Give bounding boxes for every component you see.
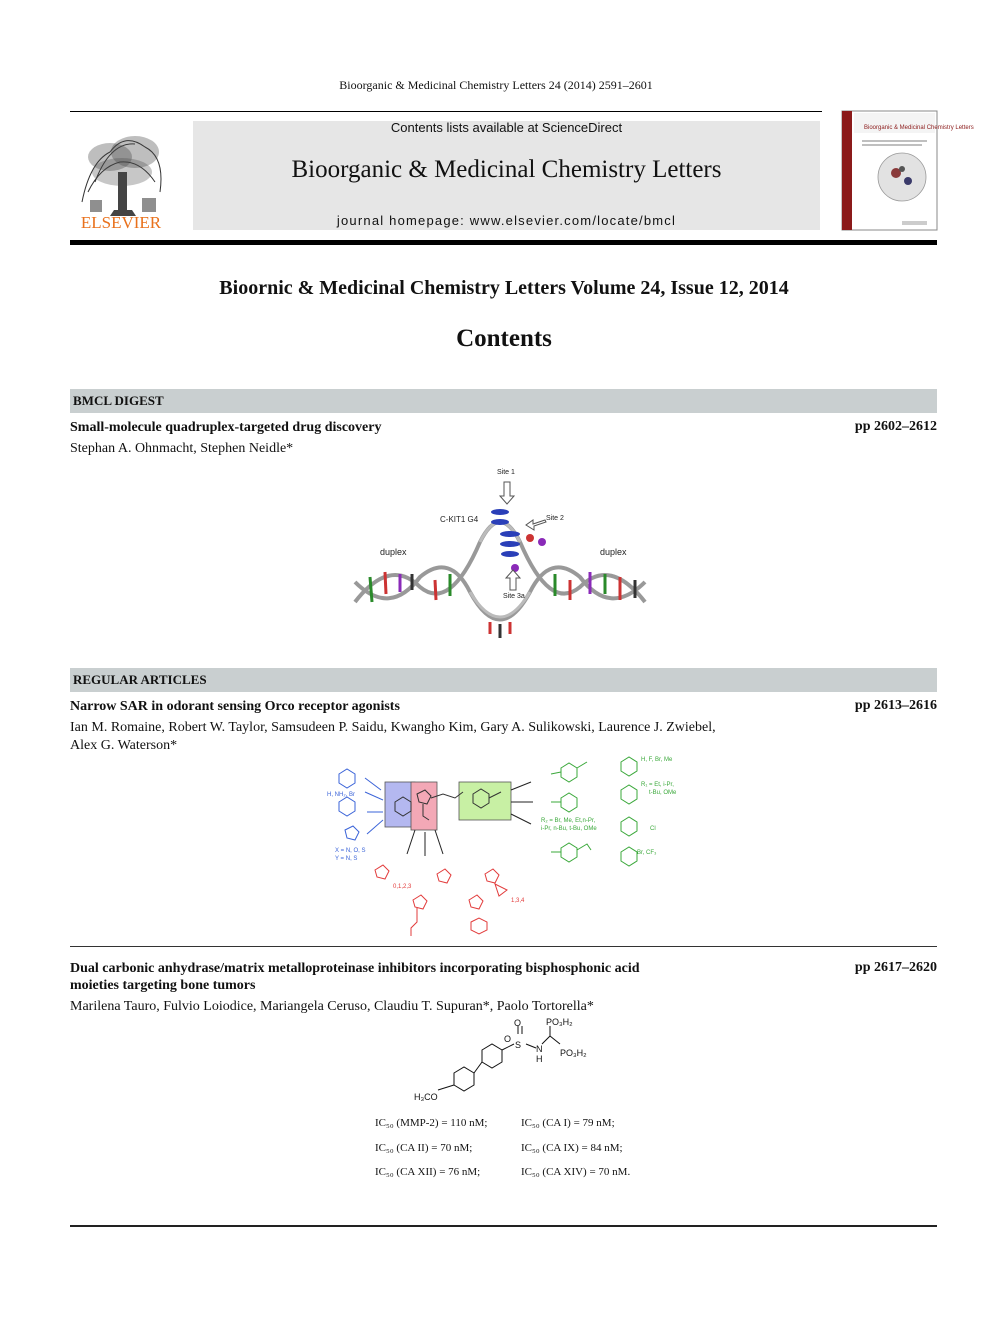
ic50-value: IC₅₀ (CA I) = 79 nM; [521, 1117, 615, 1129]
label-site3a: Site 3a [503, 593, 525, 600]
volume-title: Bioornic & Medicinal Chemistry Letters Volume 24, Issue 12, 2014 [219, 277, 789, 299]
label-h: H [536, 1054, 543, 1064]
section-bmcl-digest [70, 389, 937, 413]
article-authors-line2: Alex G. Waterson* [70, 738, 178, 753]
label-o2: O [504, 1034, 512, 1044]
section-label: BMCL DIGEST [73, 393, 164, 408]
ic50-value: IC₅₀ (CA XII) = 76 nM; [375, 1166, 481, 1178]
label-po3h2-b: PO₃H₂ [560, 1048, 587, 1058]
article-authors-line1: Ian M. Romaine, Robert W. Taylor, Samsudeen P. Saidu, Kwangho Kim, Gary A. Sulikowski, Laurence J. Zwiebel, [70, 720, 716, 735]
contents-available-text: Contents lists available at ScienceDirect [390, 120, 623, 135]
journal-homepage[interactable]: journal homepage: www.elsevier.com/locate/bmcl [336, 213, 677, 228]
orco-sar-scheme [325, 750, 695, 940]
label-duplex-right: duplex [600, 547, 627, 557]
label-po3h2-a: PO₃H₂ [546, 1017, 573, 1027]
ic50-values [375, 1117, 675, 1187]
label-green-r1b: t-Bu, OMe [649, 790, 677, 796]
label-ckit: C-KIT1 G4 [440, 515, 479, 524]
section-label: REGULAR ARTICLES [73, 672, 207, 687]
label-green-cl: Cl [650, 826, 656, 832]
label-duplex-left: duplex [380, 547, 407, 557]
label-site1: Site 1 [497, 469, 515, 476]
label-green-brcf3: Br, CF₃ [637, 850, 657, 856]
label-green-r1a: R₁ = Et, i-Pr, [641, 782, 674, 788]
cover-title: Bioorganic & Medicinal Chemistry Letters [864, 125, 974, 131]
label-s: S [515, 1040, 522, 1050]
header-thick-rule [70, 240, 937, 245]
contents-heading: Contents [456, 325, 552, 352]
quadruplex-graphical-abstract [350, 462, 650, 650]
ic50-row [375, 1117, 675, 1133]
journal-cover-thumbnail [842, 111, 974, 230]
article-title-line1[interactable]: Dual carbonic anhydrase/matrix metalloproteinase inhibitors incorporating bisphosphonic acid [70, 961, 640, 976]
label-o1: O [514, 1018, 522, 1028]
article-title[interactable]: Narrow SAR in odorant sensing Orco receptor agonists [70, 699, 400, 714]
label-blue-y: Y = N, S [335, 856, 358, 862]
journal-title: Bioorganic & Medicinal Chemistry Letters [291, 156, 722, 183]
article-pages[interactable]: pp 2613–2616 [854, 698, 937, 713]
article-title[interactable]: Small-molecule quadruplex-targeted drug discovery [70, 420, 382, 435]
bisphosphonate-structure [410, 1018, 610, 1110]
label-n: N [536, 1044, 543, 1054]
elsevier-wordmark: ELSEVIER [80, 213, 162, 232]
ic50-value: IC₅₀ (CA II) = 70 nM; [375, 1142, 473, 1154]
journal-citation: Bioorganic & Medicinal Chemistry Letters 24 (2014) 2591–2601 [339, 78, 653, 92]
section-regular-articles [70, 668, 937, 692]
label-red-m: 1,3,4 [511, 898, 525, 904]
page-bottom-rule [70, 1225, 937, 1227]
article-pages[interactable]: pp 2602–2612 [854, 419, 937, 434]
article-divider [70, 946, 937, 947]
label-blue-x: X = N, O, S [335, 848, 366, 854]
elsevier-logo [70, 122, 172, 232]
label-blue-subs: H, NH₂, Br [327, 792, 355, 798]
label-green-r2b: i-Pr, n-Bu, t-Bu, OMe [541, 826, 597, 832]
ic50-value: IC₅₀ (MMP-2) = 110 nM; [375, 1117, 488, 1129]
article-pages[interactable]: pp 2617–2620 [854, 960, 937, 975]
label-red-n: 0,1,2,3 [393, 884, 412, 890]
label-green-r2a: R₂ = Br, Me, Et,n-Pr, [541, 818, 596, 824]
ic50-row [375, 1166, 675, 1182]
label-h3co: H₃CO [414, 1092, 438, 1102]
article-authors: Stephan A. Ohnmacht, Stephen Neidle* [70, 441, 294, 456]
ic50-value: IC₅₀ (CA XIV) = 70 nM. [521, 1166, 631, 1178]
header-rule [70, 111, 822, 112]
ic50-value: IC₅₀ (CA IX) = 84 nM; [521, 1142, 623, 1154]
label-green-x: H, F, Br, Me [641, 757, 673, 763]
label-site2: Site 2 [546, 515, 564, 522]
article-authors: Marilena Tauro, Fulvio Loiodice, Mariangela Ceruso, Claudiu T. Supuran*, Paolo Tortorella* [70, 999, 594, 1014]
article-title-line2[interactable]: moieties targeting bone tumors [70, 978, 256, 993]
ic50-row [375, 1142, 675, 1158]
